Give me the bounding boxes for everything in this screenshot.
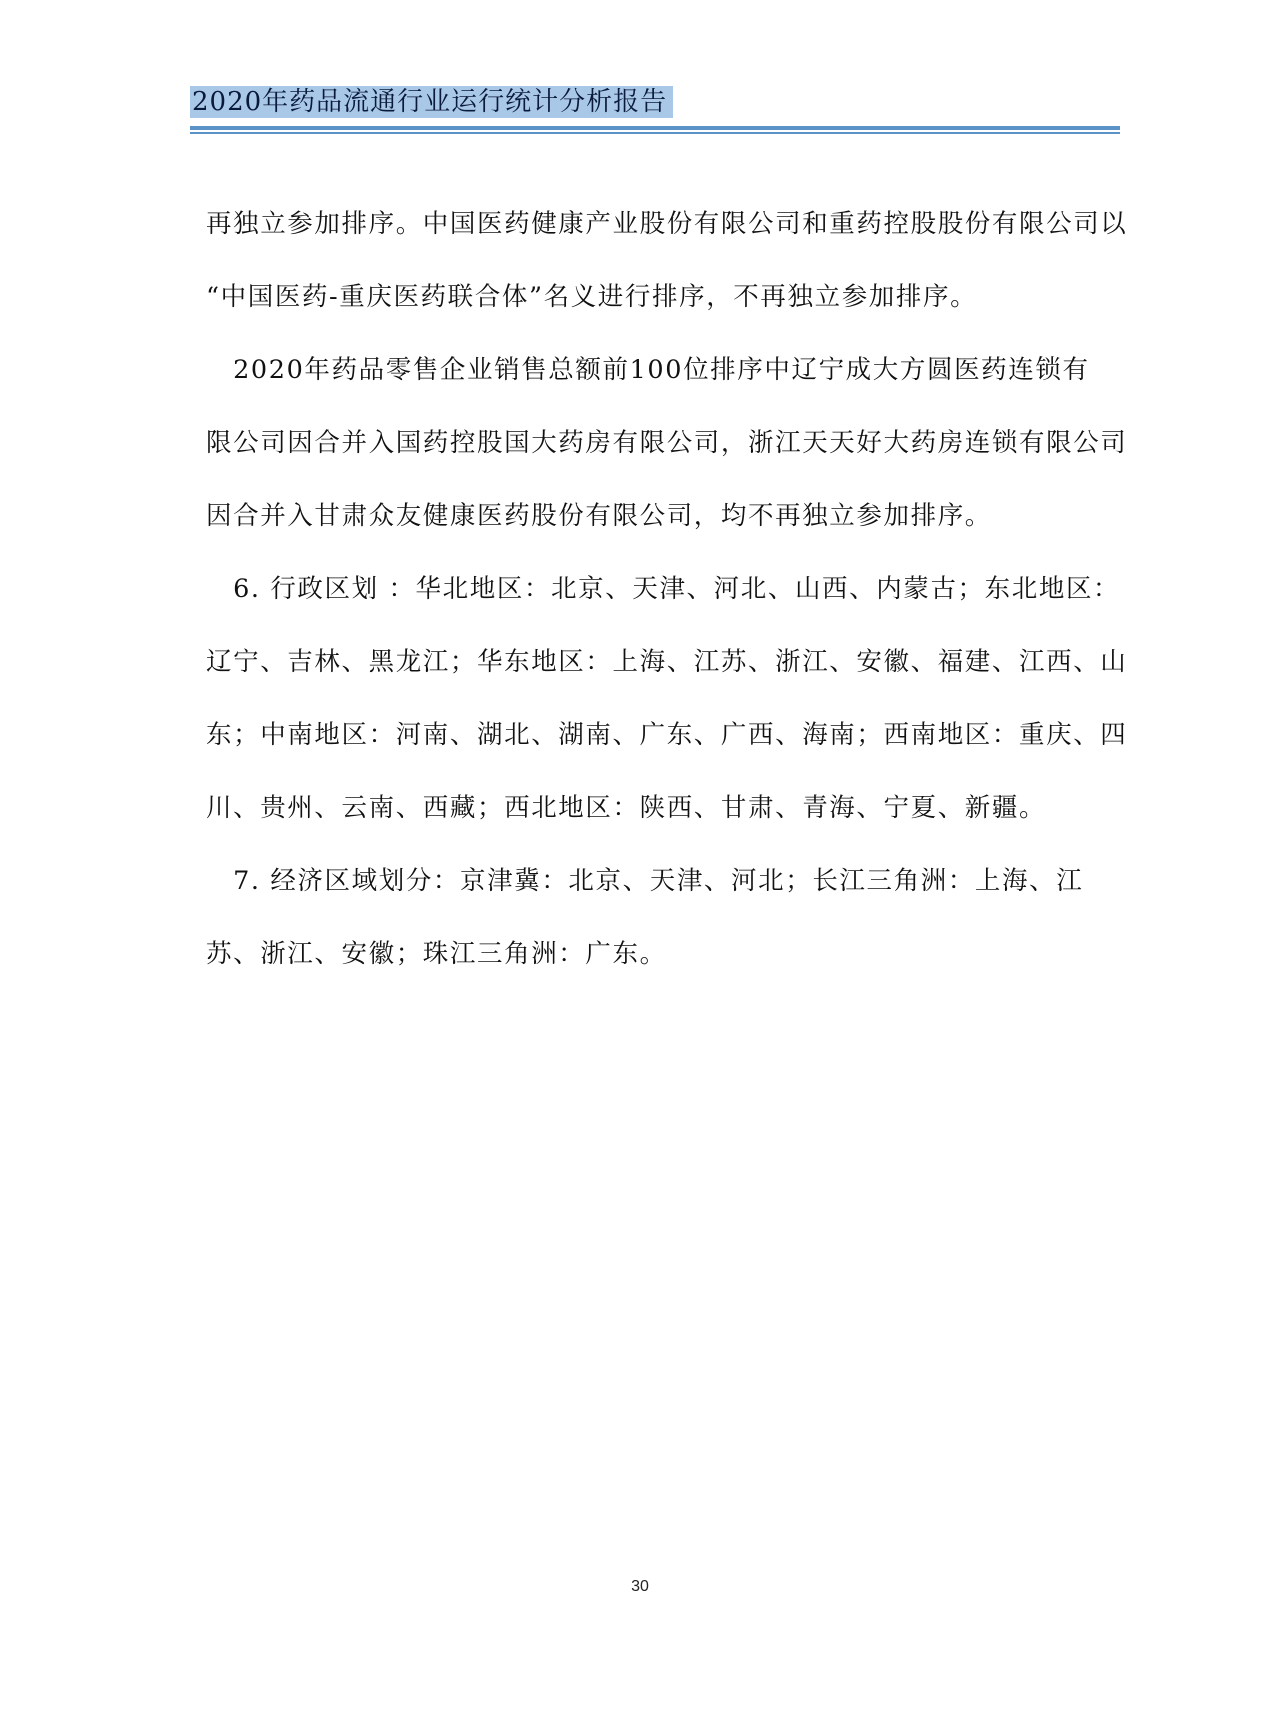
header-rule-thin xyxy=(190,132,1120,134)
report-title: 2020年药品流通行业运行统计分析报告 xyxy=(190,86,673,118)
page-number: 30 xyxy=(631,1578,649,1595)
header-rule-thick xyxy=(190,126,1120,130)
body-text xyxy=(206,188,1128,991)
page-header xyxy=(190,86,1120,118)
text-line: 7. 经济区域划分：京津冀：北京、天津、河北；长江三角洲：上海、江 xyxy=(206,866,1084,896)
text-line: 2020年药品零售企业销售总额前100位排序中辽宁成大方圆医药连锁有 xyxy=(206,355,1090,385)
text-line: 川、贵州、云南、西藏；西北地区：陕西、甘肃、青海、宁夏、新疆。 xyxy=(206,793,1047,823)
text-line: 东；中南地区：河南、湖北、湖南、广东、广西、海南；西南地区：重庆、四 xyxy=(206,720,1128,750)
text-line: 限公司因合并入国药控股国大药房有限公司，浙江天天好大药房连锁有限公司 xyxy=(206,428,1128,458)
text-line: 辽宁、吉林、黑龙江；华东地区：上海、江苏、浙江、安徽、福建、江西、山 xyxy=(206,647,1128,677)
text-line: 苏、浙江、安徽；珠江三角洲：广东。 xyxy=(206,939,667,969)
text-line: “中国医药-重庆医药联合体”名义进行排序，不再独立参加排序。 xyxy=(206,282,978,312)
text-line: 因合并入甘肃众友健康医药股份有限公司，均不再独立参加排序。 xyxy=(206,501,992,531)
text-line: 再独立参加排序。中国医药健康产业股份有限公司和重药控股股份有限公司以 xyxy=(206,209,1128,239)
text-line: 6. 行政区划 ：华北地区：北京、天津、河北、山西、内蒙古；东北地区： xyxy=(206,574,1121,604)
